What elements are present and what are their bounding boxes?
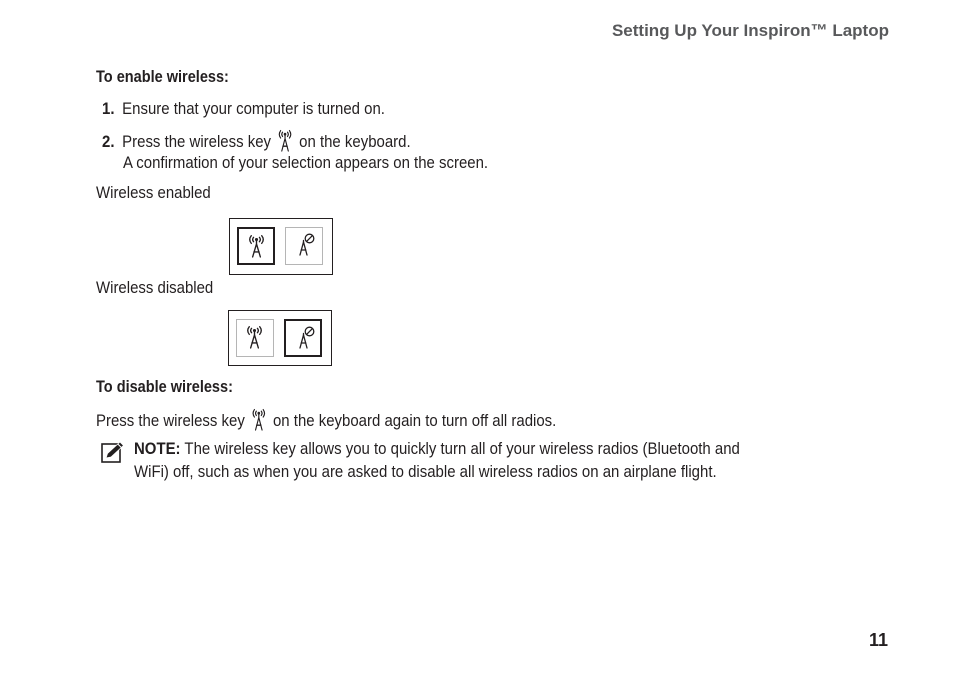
step-2 [102, 129, 411, 153]
note-text-1: The wireless key allows you to quickly turn all of your wireless radios (Bluetooth and [184, 439, 740, 458]
wireless-enabled-label: Wireless enabled [96, 183, 211, 202]
disable-text-after: on the keyboard again to turn off all radios. [272, 411, 557, 430]
step-1-text: Ensure that your computer is turned on. [122, 99, 385, 118]
step-2-text-before: Press the wireless key [122, 132, 272, 151]
note-line-2: WiFi) off, such as when you are asked to disable all wireless radios on an airplane flight. [134, 462, 717, 481]
enable-wireless-heading: To enable wireless: [96, 68, 229, 86]
wireless-antenna-icon [250, 408, 268, 432]
disable-text-before: Press the wireless key [96, 411, 245, 430]
wireless-enabled-osd [229, 218, 333, 275]
wireless-antenna-icon [244, 234, 269, 259]
step-1-number: 1. [102, 99, 115, 118]
note-label: NOTE: [134, 439, 181, 458]
wireless-on-tile [236, 319, 274, 357]
note-line-1 [134, 439, 740, 459]
wireless-on-tile [237, 227, 275, 265]
wireless-disabled-label: Wireless disabled [96, 278, 214, 297]
wireless-off-tile [285, 227, 323, 265]
wireless-antenna-icon [276, 129, 294, 153]
wireless-off-icon [291, 326, 316, 351]
disable-wireless-heading: To disable wireless: [96, 378, 233, 396]
wireless-off-icon [291, 233, 316, 258]
step-2-number: 2. [102, 132, 115, 151]
step-2-continuation: A confirmation of your selection appears on the screen. [123, 153, 489, 172]
wireless-off-tile [284, 319, 322, 357]
step-2-text-after: on the keyboard. [299, 132, 411, 151]
wireless-antenna-icon [242, 325, 267, 350]
running-header: Setting Up Your Inspiron™ Laptop [611, 21, 889, 40]
wireless-disabled-osd [228, 310, 332, 366]
page-number: 11 [868, 630, 888, 650]
step-1 [102, 99, 385, 119]
disable-instruction [96, 408, 556, 432]
pencil-note-icon [101, 441, 125, 463]
